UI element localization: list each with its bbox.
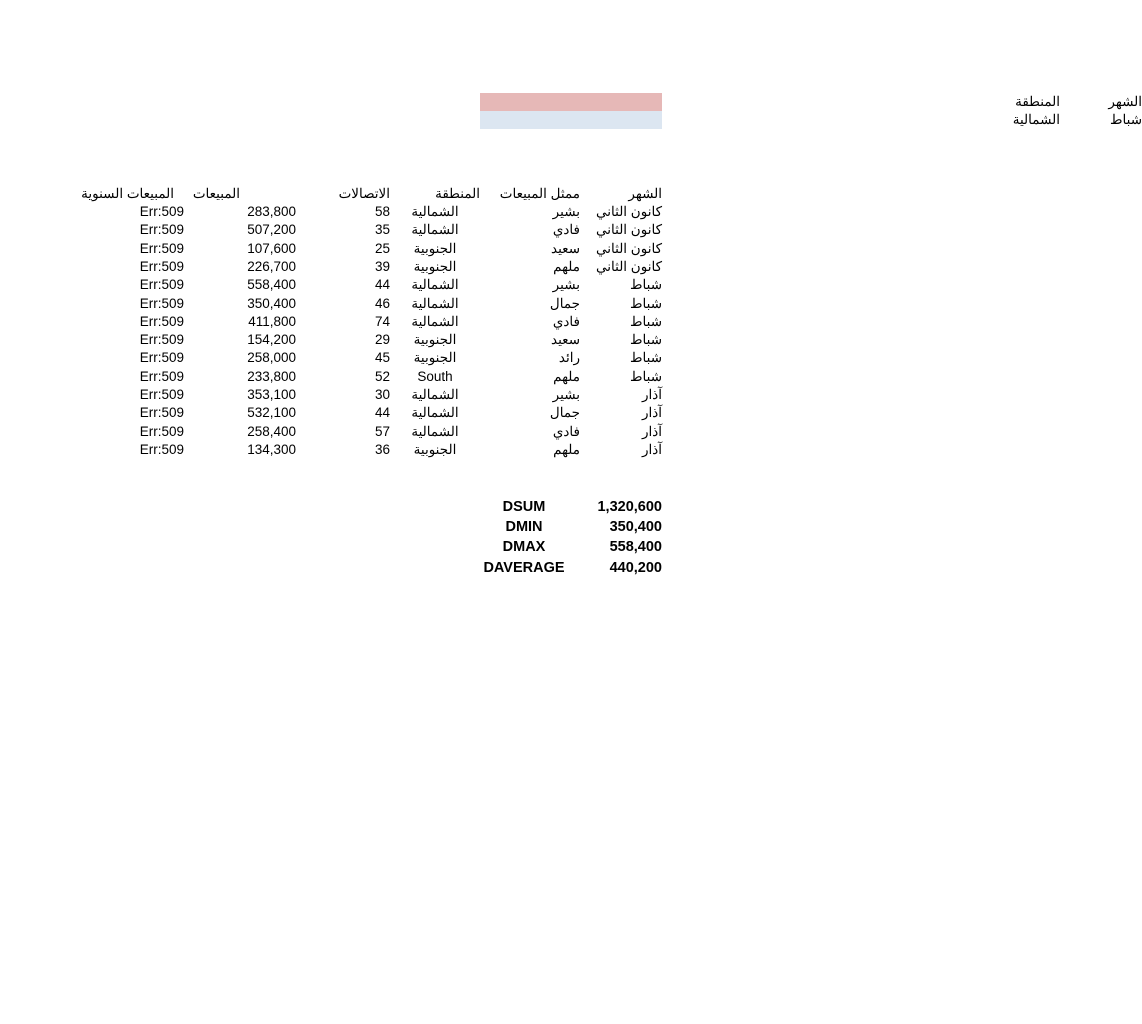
header-sales[interactable]: المبيعات <box>192 186 240 201</box>
cell-sales-rep[interactable]: ملهم <box>553 441 580 457</box>
cell-calls[interactable]: 57 <box>374 423 390 439</box>
cell-sales[interactable]: 233,800 <box>247 368 296 384</box>
cell-sales[interactable]: 532,100 <box>247 405 296 421</box>
cell-region[interactable]: الشمالية <box>411 295 459 311</box>
table-row <box>0 276 768 294</box>
cell-region[interactable]: الشمالية <box>411 313 459 329</box>
cell-calls[interactable]: 74 <box>374 313 390 329</box>
cell-month[interactable]: آذار <box>641 405 662 421</box>
cell-sales-rep[interactable]: بشير <box>552 204 580 219</box>
cell-region[interactable]: الشمالية <box>411 277 459 293</box>
cell-region[interactable]: South <box>417 368 453 384</box>
cell-sales[interactable]: 154,200 <box>247 332 296 348</box>
cell-annual-sales[interactable]: Err:509 <box>139 332 184 348</box>
table-row <box>0 368 768 386</box>
cell-month[interactable]: شباط <box>630 350 662 366</box>
summary-label[interactable]: DMIN <box>505 519 543 535</box>
cell-annual-sales[interactable]: Err:509 <box>139 222 184 238</box>
cell-month[interactable]: كانون الثاني <box>596 204 662 219</box>
cell-sales-rep[interactable]: ملهم <box>553 258 580 274</box>
cell-month[interactable]: آذار <box>641 423 662 439</box>
cell-sales-rep[interactable]: فادي <box>552 222 580 238</box>
criteria-month-value[interactable]: شباط <box>1110 112 1142 127</box>
cell-annual-sales[interactable]: Err:509 <box>139 405 184 421</box>
cell-sales-rep[interactable]: جمال <box>549 405 580 421</box>
table-row <box>0 441 768 459</box>
criteria-header-row <box>480 93 1142 111</box>
cell-sales[interactable]: 283,800 <box>247 204 296 219</box>
cell-region[interactable]: الشمالية <box>411 222 459 238</box>
table-row <box>0 404 768 422</box>
summary-value[interactable]: 558,400 <box>609 539 662 555</box>
summary-value[interactable]: 440,200 <box>609 560 662 576</box>
cell-sales[interactable]: 107,600 <box>247 240 296 256</box>
cell-sales[interactable]: 258,400 <box>247 423 296 439</box>
cell-region[interactable]: الجنوبية <box>413 240 457 256</box>
summary-value[interactable]: 1,320,600 <box>597 499 662 515</box>
cell-annual-sales[interactable]: Err:509 <box>139 423 184 439</box>
summary-label[interactable]: DMAX <box>502 539 546 555</box>
cell-sales-rep[interactable]: فادي <box>552 313 580 329</box>
cell-region[interactable]: الشمالية <box>411 405 459 421</box>
cell-region[interactable]: الجنوبية <box>413 332 457 348</box>
cell-calls[interactable]: 29 <box>374 332 390 348</box>
cell-sales-rep[interactable]: ملهم <box>553 368 580 384</box>
cell-region[interactable]: الجنوبية <box>413 258 457 274</box>
cell-annual-sales[interactable]: Err:509 <box>139 387 184 402</box>
cell-sales-rep[interactable]: رائد <box>558 350 580 366</box>
cell-annual-sales[interactable]: Err:509 <box>139 368 184 384</box>
cell-region[interactable]: الشمالية <box>411 204 459 219</box>
cell-calls[interactable]: 58 <box>374 204 390 219</box>
table-row <box>0 221 768 239</box>
cell-sales[interactable]: 226,700 <box>247 258 296 274</box>
cell-annual-sales[interactable]: Err:509 <box>139 295 184 311</box>
cell-calls[interactable]: 36 <box>374 441 390 457</box>
table-row <box>0 295 768 313</box>
cell-month[interactable]: آذار <box>641 441 662 457</box>
header-calls[interactable]: الاتصالات <box>338 186 390 201</box>
cell-sales-rep[interactable]: سعيد <box>551 332 580 348</box>
table-row <box>0 331 768 349</box>
criteria-month-header[interactable]: الشهر <box>1108 94 1142 109</box>
cell-sales-rep[interactable]: فادي <box>552 423 580 439</box>
table-row <box>0 386 768 404</box>
cell-calls[interactable]: 46 <box>374 295 390 311</box>
cell-region[interactable]: الجنوبية <box>413 441 457 457</box>
cell-sales-rep[interactable]: جمال <box>549 295 580 311</box>
cell-month[interactable]: آذار <box>641 387 662 402</box>
cell-region[interactable]: الشمالية <box>411 423 459 439</box>
table-row <box>0 423 768 441</box>
cell-sales-rep[interactable]: بشير <box>552 277 580 293</box>
cell-sales-rep[interactable]: بشير <box>552 387 580 402</box>
cell-calls[interactable]: 35 <box>374 222 390 238</box>
header-month[interactable]: الشهر <box>628 186 662 201</box>
cell-sales[interactable]: 411,800 <box>248 313 296 329</box>
cell-annual-sales[interactable]: Err:509 <box>139 441 184 457</box>
cell-month[interactable]: شباط <box>630 368 662 384</box>
cell-month[interactable]: كانون الثاني <box>596 258 662 274</box>
cell-calls[interactable]: 39 <box>374 258 390 274</box>
cell-calls[interactable]: 45 <box>374 350 390 366</box>
cell-calls[interactable]: 25 <box>374 240 390 256</box>
table-row <box>0 203 768 221</box>
cell-calls[interactable]: 44 <box>374 405 390 421</box>
cell-month[interactable]: كانون الثاني <box>596 240 662 256</box>
criteria-region-value[interactable]: الشمالية <box>1012 112 1060 127</box>
header-annual-sales[interactable]: المبيعات السنوية <box>81 186 174 201</box>
cell-sales[interactable]: 350,400 <box>247 295 296 311</box>
cell-sales[interactable]: 353,100 <box>247 387 296 402</box>
header-region[interactable]: المنطقة <box>435 186 480 201</box>
cell-sales-rep[interactable]: سعيد <box>551 240 580 256</box>
cell-annual-sales[interactable]: Err:509 <box>139 240 184 256</box>
cell-month[interactable]: شباط <box>630 295 662 311</box>
summary-label[interactable]: DSUM <box>502 499 546 515</box>
cell-region[interactable]: الجنوبية <box>413 350 457 366</box>
criteria-value-row <box>480 111 1142 129</box>
cell-annual-sales[interactable]: Err:509 <box>139 277 184 293</box>
cell-annual-sales[interactable]: Err:509 <box>139 204 184 219</box>
cell-annual-sales[interactable]: Err:509 <box>139 350 184 366</box>
table-row <box>0 240 768 258</box>
table-row <box>0 349 768 367</box>
cell-annual-sales[interactable]: Err:509 <box>139 258 184 274</box>
cell-sales[interactable]: 558,400 <box>247 277 296 293</box>
cell-sales[interactable]: 258,000 <box>247 350 296 366</box>
criteria-region-header[interactable]: المنطقة <box>1015 94 1060 109</box>
table-row <box>0 313 768 331</box>
cell-sales[interactable]: 134,300 <box>247 441 296 457</box>
summary-label[interactable]: DAVERAGE <box>483 560 565 576</box>
cell-region[interactable]: الشمالية <box>411 387 459 402</box>
cell-month[interactable]: شباط <box>630 313 662 329</box>
cell-sales[interactable]: 507,200 <box>247 222 296 238</box>
cell-calls[interactable]: 44 <box>374 277 390 293</box>
summary-value[interactable]: 350,400 <box>609 519 662 535</box>
cell-annual-sales[interactable]: Err:509 <box>139 313 184 329</box>
table-row <box>0 258 768 276</box>
cell-month[interactable]: شباط <box>630 277 662 293</box>
cell-calls[interactable]: 52 <box>374 368 390 384</box>
cell-month[interactable]: شباط <box>630 332 662 348</box>
cell-calls[interactable]: 30 <box>374 387 390 402</box>
cell-month[interactable]: كانون الثاني <box>596 222 662 238</box>
header-sales-rep[interactable]: ممثل المبيعات <box>499 186 580 201</box>
